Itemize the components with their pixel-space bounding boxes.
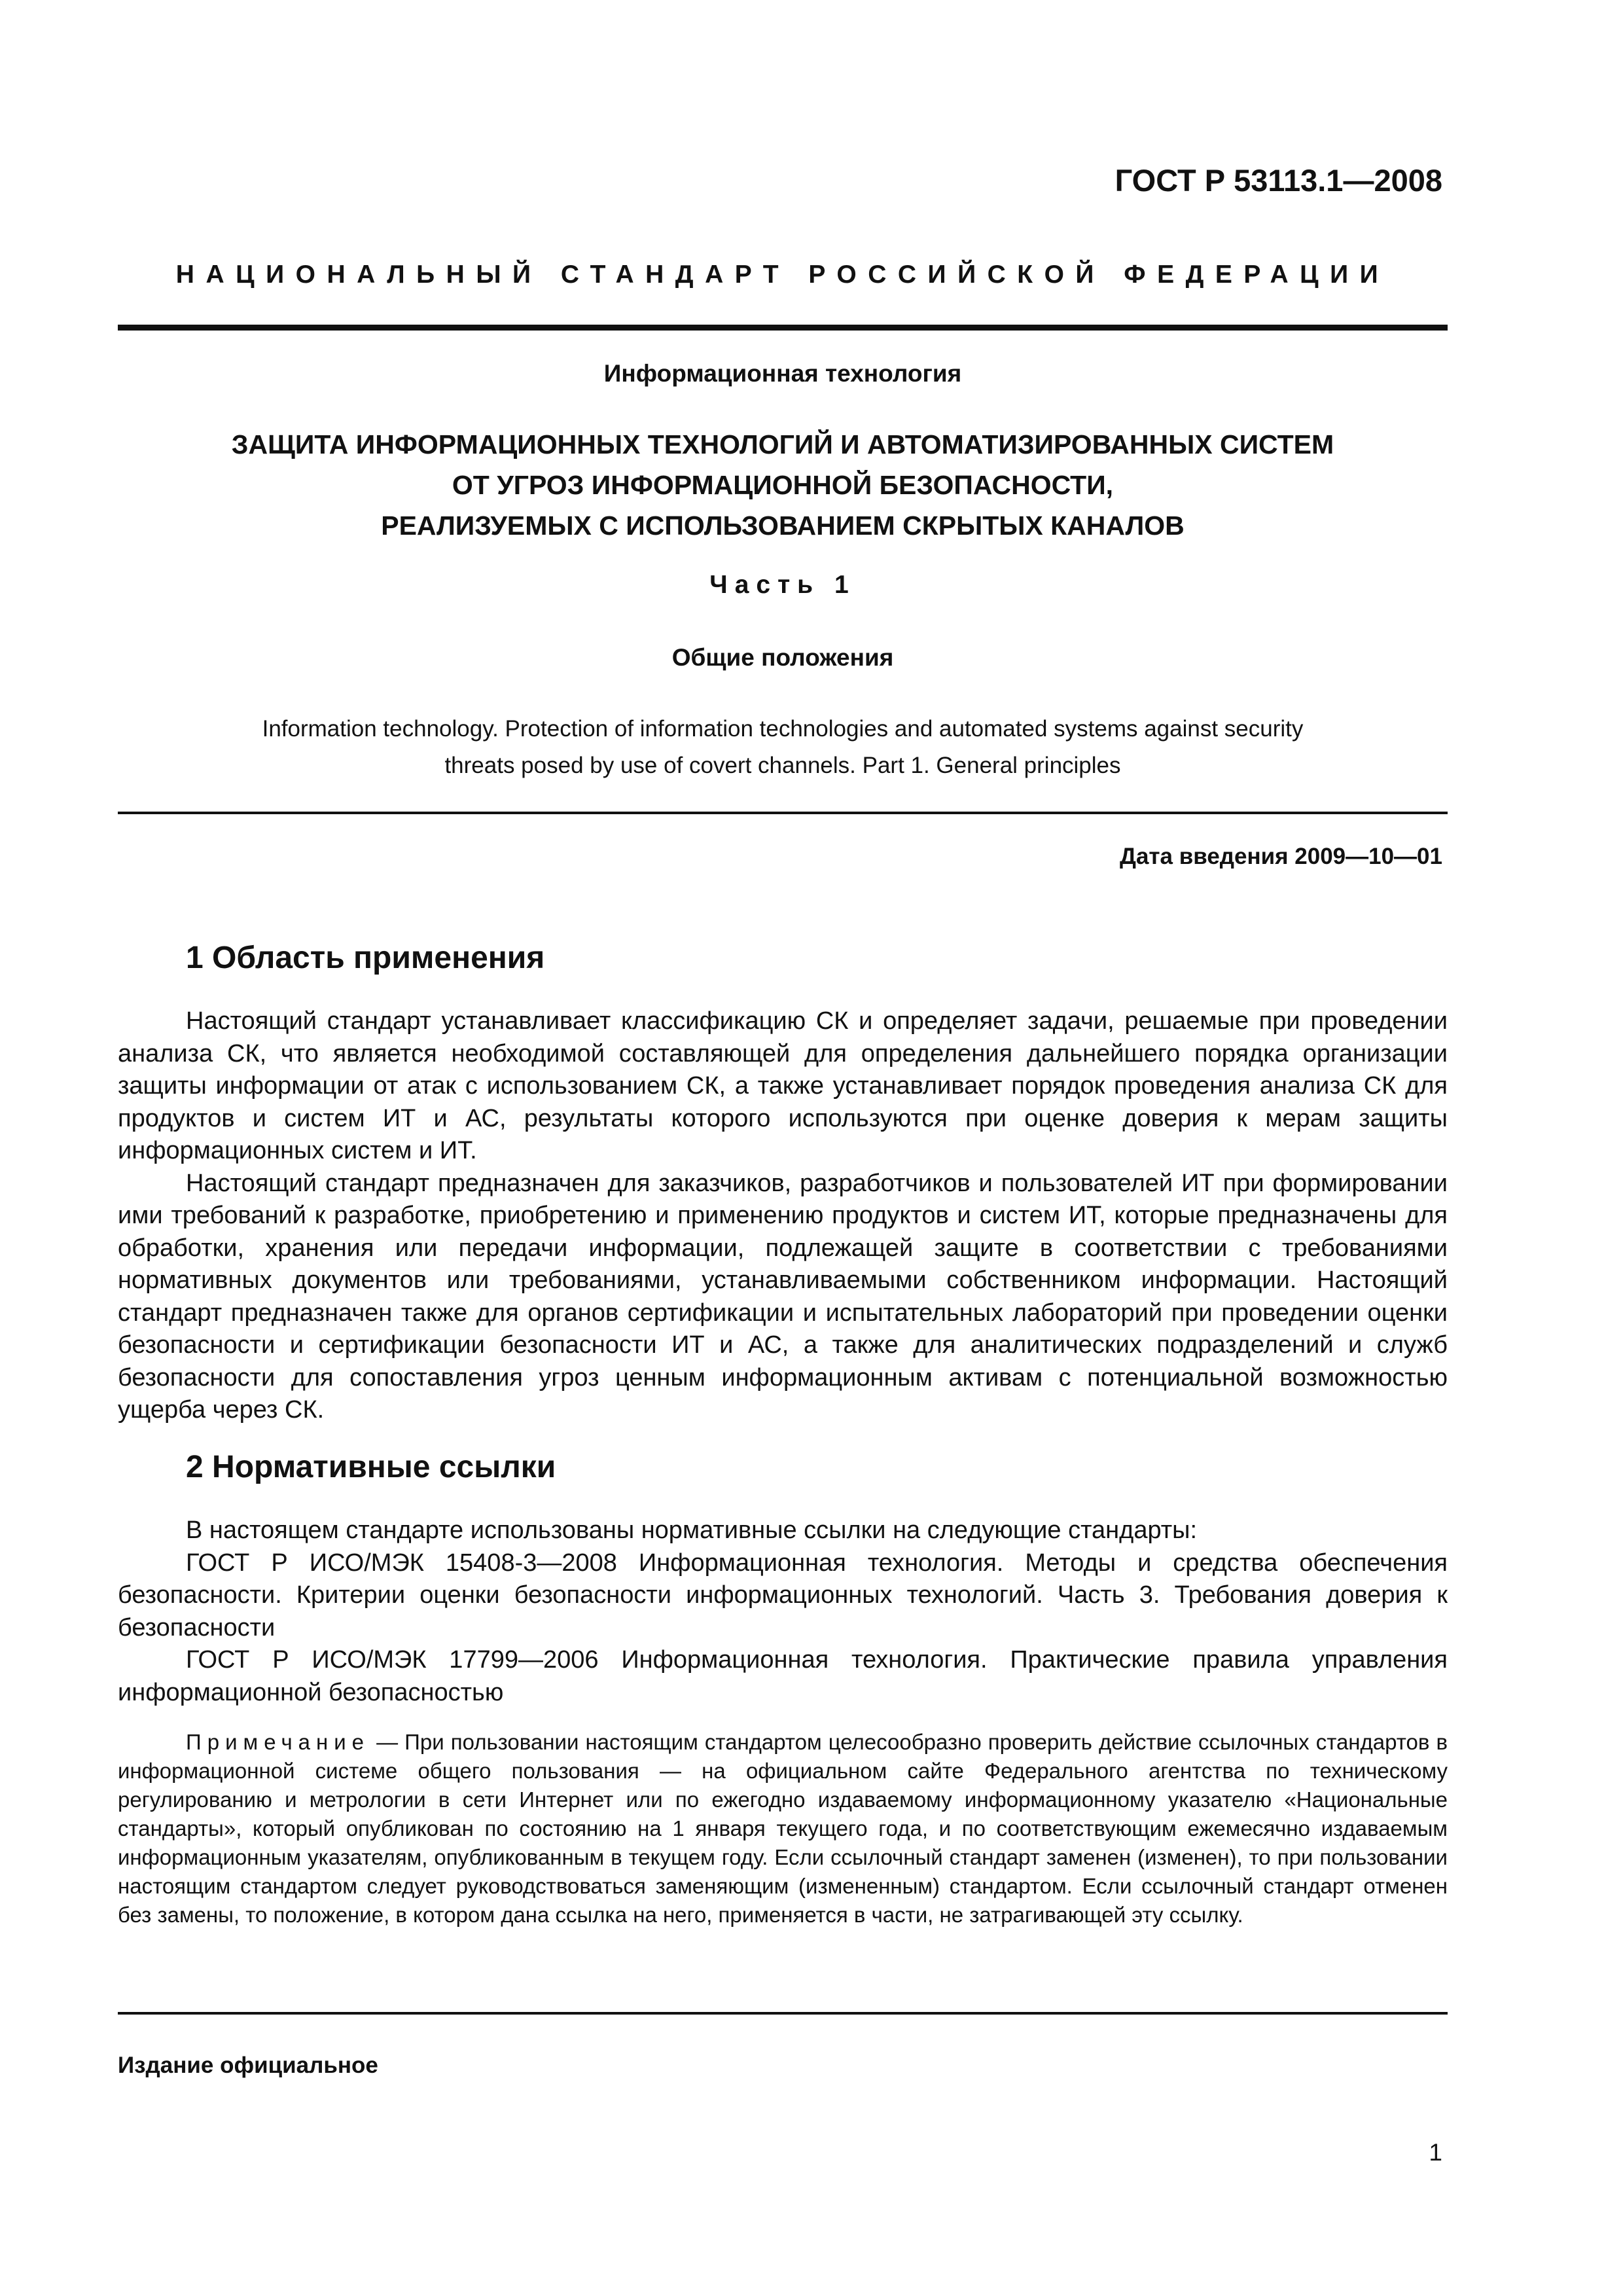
national-standard-title: НАЦИОНАЛЬНЫЙ СТАНДАРТ РОССИЙСКОЙ ФЕДЕРАЦИИ — [175, 260, 1390, 289]
note-label: Примечание — [186, 1730, 370, 1754]
part-label: Часть 1 — [709, 571, 856, 599]
document-number: ГОСТ Р 53113.1—2008 — [1115, 163, 1442, 198]
note-paragraph — [118, 1728, 1448, 1929]
section-1-body — [118, 1005, 1448, 1427]
section-2-body — [118, 1515, 1448, 1709]
english-title-line: Information technology. Protection of information technologies and automated systems against security — [262, 716, 1304, 742]
title-rule — [118, 812, 1448, 814]
document-pre-title: Информационная технология — [603, 360, 962, 387]
section-2-heading: 2 Нормативные ссылки — [186, 1450, 556, 1484]
paragraph: В настоящем стандарте использованы нормативные ссылки на следующие стандарты: — [186, 1516, 1198, 1544]
header-rule — [118, 325, 1448, 331]
english-title — [118, 711, 1448, 784]
section-1-heading: 1 Область применения — [186, 941, 545, 975]
document-title-line: ОТ УГРОЗ ИНФОРМАЦИОННОЙ БЕЗОПАСНОСТИ, — [452, 470, 1114, 500]
reference-item: ГОСТ Р ИСО/МЭК 15408-3—2008 Информационная технология. Методы и средства обеспечения безопасности. Критерии оценки безопасности информационных технологий. Часть 3. Требования доверия к безопасности — [118, 1549, 1448, 1641]
footer-rule — [118, 2012, 1448, 2015]
note-block — [118, 1728, 1448, 1929]
note-text: — При пользовании настоящим стандартом целесообразно проверить действие ссылочных стандартов в информационной системе общего пользования — на официальном сайте Федерального агентства по техническому регулированию и метрологии в сети Интернет или по ежегодно издаваемому информационному указателю «Национальные стандарты», который опубликован по состоянию на 1 января текущего года, и по соответствующим ежемесячно издаваемым информационным указателям, опубликованным в текущем году. Если ссылочный стандарт заменен (изменен), то при пользовании настоящим стандартом следует руководствоваться заменяющим (измененным) стандартом. Если ссылочный стандарт отменен без замены, то положение, в котором дана ссылка на него, применяется в части, не затрагивающей эту ссылку. — [118, 1730, 1448, 1927]
paragraph: Настоящий стандарт устанавливает классификацию СК и определяет задачи, решаемые при проведении анализа СК, что является необходимой составляющей для определения дальнейшего порядка организации защиты информации от атак с использованием СК, а также устанавливает порядок проведения анализа СК для продуктов и систем ИТ и АС, результаты которого используются при оценке доверия к мерам защиты информационных систем и ИТ. — [118, 1007, 1448, 1164]
document-title-line: РЕАЛИЗУЕМЫХ С ИСПОЛЬЗОВАНИЕМ СКРЫТЫХ КАНАЛОВ — [381, 511, 1185, 541]
introduction-date: Дата введения 2009—10—01 — [1120, 844, 1442, 869]
english-title-line: threats posed by use of covert channels. Part 1. General principles — [444, 753, 1121, 778]
page-number: 1 — [1429, 2139, 1442, 2166]
reference-item: ГОСТ Р ИСО/МЭК 17799—2006 Информационная технология. Практические правила управления информационной безопасностью — [118, 1646, 1448, 1706]
paragraph: Настоящий стандарт предназначен для заказчиков, разработчиков и пользователей ИТ при формировании ими требований к разработке, приобретению и применению продуктов и систем ИТ, которые предназначены для обработки, хранения или передачи информации, подлежащей защите в соответствии с требованиями нормативных документов или требованиями, устанавливаемыми собственником информации. Настоящий стандарт предназначен также для органов сертификации и испытательных лабораторий при проведении оценки безопасности и сертификации безопасности ИТ и АС, а также для аналитических подразделений и служб безопасности для сопоставления угроз ценным информационным активам с потенциальной возможностью ущерба через СК. — [118, 1169, 1448, 1424]
edition-label: Издание официальное — [118, 2053, 378, 2078]
document-title — [118, 424, 1448, 546]
part-title: Общие положения — [671, 644, 894, 671]
document-title-line: ЗАЩИТА ИНФОРМАЦИОННЫХ ТЕХНОЛОГИЙ И АВТОМАТИЗИРОВАННЫХ СИСТЕМ — [231, 429, 1334, 459]
